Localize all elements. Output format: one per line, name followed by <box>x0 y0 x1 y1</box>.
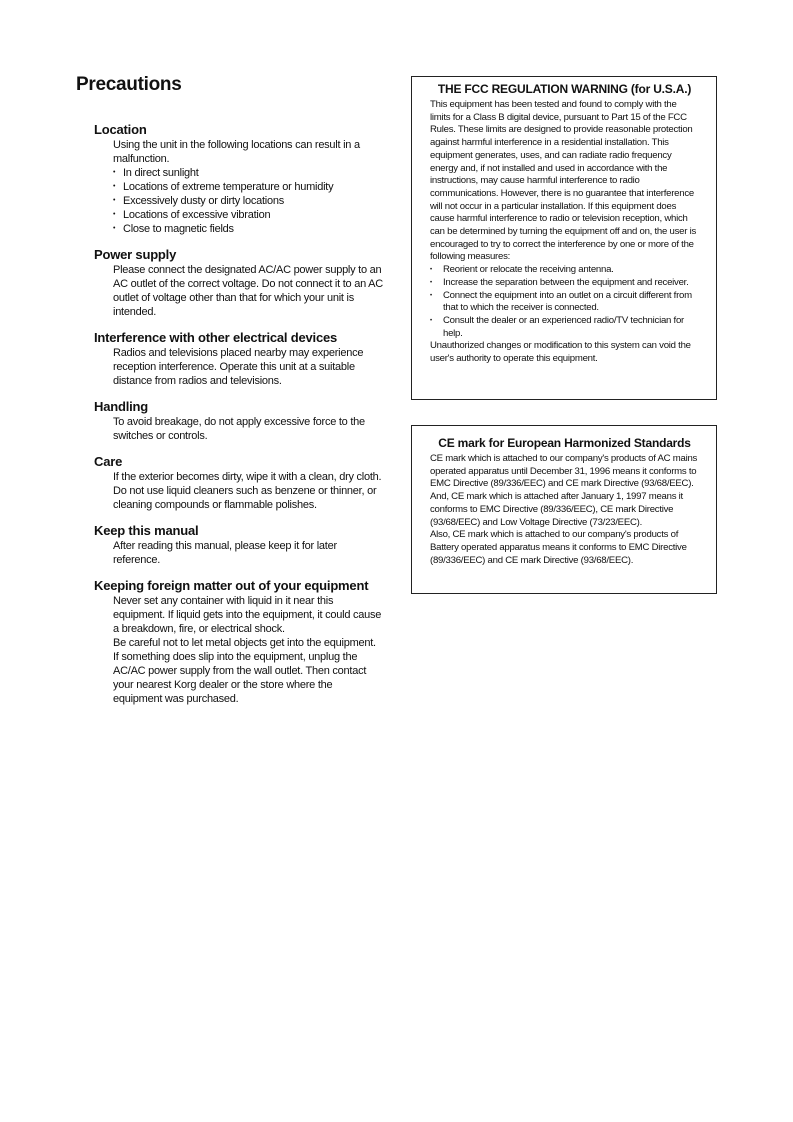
section-title: Care <box>94 454 123 469</box>
section-paragraph: Using the unit in the following locations can result in a malfunction. <box>113 139 360 165</box>
location-list <box>113 166 384 236</box>
list-item: • Reorient or relocate the receiving antenna. <box>430 264 699 277</box>
section-title: Keeping foreign matter out of your equipment <box>94 578 369 593</box>
ce-paragraph: CE mark which is attached to our company's products of AC mains operated apparatus until December 31, 1996 means it conforms to EMC Directive (89/336/EEC) and CE mark Directive (93/68/EEC). And, CE mark which is attached after January 1, 1997 means it conforms to EMC Directive (89/336/EEC), CE mark Directive (93/68/EEC) and Low Voltage Directive (73/23/EEC). <box>430 453 698 528</box>
section-body <box>113 539 384 567</box>
list-item: • Connect the equipment into an outlet on a circuit different from that to which the receiver is connected. <box>430 290 699 315</box>
fcc-footer: Unauthorized changes or modification to this system can void the user's authority to operate this equipment. <box>430 340 691 365</box>
list-item: • Increase the separation between the equipment and receiver. <box>430 277 699 290</box>
fcc-warning-box <box>411 76 717 400</box>
list-item: • Close to magnetic fields <box>113 222 384 236</box>
fcc-box-title: THE FCC REGULATION WARNING (for U.S.A.) <box>437 82 692 96</box>
section-location <box>94 122 384 236</box>
section-title: Power supply <box>94 247 177 262</box>
ce-box-title: CE mark for European Harmonized Standards <box>438 436 691 450</box>
section-foreign-matter <box>94 578 384 706</box>
fcc-intro: This equipment has been tested and found to comply with the limits for a Class B digital device, pursuant to Part 15 of the FCC Rules. These limits are designed to provide reasonable protection against harmful interference in a residential installation. This equipment generates, uses, and can radiate radio frequency energy and, if not installed and used in accordance with the instructions, may cause harmful interference to radio communications. However, there is no guarantee that interference will not occur in a particular installation. If this equipment does cause harmful interference to radio or television reception, which can be determined by turning the equipment off and on, the user is encouraged to try to correct the interference by one or more of the following measures: <box>430 99 696 263</box>
precautions-column <box>94 122 384 717</box>
section-body <box>113 346 384 388</box>
fcc-measures-list <box>430 264 699 340</box>
list-item: • Locations of excessive vibration <box>113 208 384 222</box>
ce-paragraph: Also, CE mark which is attached to our company's products of Battery operated apparatus means it conforms to EMC Directive (89/336/EEC) and CE mark Directive (93/68/EEC). <box>430 529 687 566</box>
section-body <box>113 263 384 319</box>
section-title: Handling <box>94 399 149 414</box>
section-interference <box>94 330 384 388</box>
section-paragraph: Please connect the designated AC/AC power supply to an AC outlet of the correct voltage. Do not connect it to an AC outlet of voltage other than that for which your unit is intended. <box>113 264 383 318</box>
ce-mark-box <box>411 425 717 594</box>
section-paragraph: After reading this manual, please keep it for later reference. <box>113 540 337 566</box>
ce-box-body <box>430 453 699 567</box>
section-title: Interference with other electrical devices <box>94 330 338 345</box>
section-body <box>113 138 384 236</box>
section-care <box>94 454 384 512</box>
fcc-box-body <box>430 99 699 366</box>
section-title: Keep this manual <box>94 523 199 538</box>
section-body <box>113 415 384 443</box>
section-title: Location <box>94 122 147 137</box>
section-paragraph: To avoid breakage, do not apply excessive force to the switches or controls. <box>113 416 365 442</box>
section-handling <box>94 399 384 443</box>
section-paragraph: If the exterior becomes dirty, wipe it with a clean, dry cloth. Do not use liquid cleaners such as benzene or thinner, or cleaning compounds or flammable polishes. <box>113 471 382 511</box>
list-item: • Consult the dealer or an experienced radio/TV technician for help. <box>430 315 699 340</box>
page-title: Precautions <box>76 74 182 95</box>
list-item: • In direct sunlight <box>113 166 384 180</box>
list-item: • Excessively dusty or dirty locations <box>113 194 384 208</box>
section-keep-manual <box>94 523 384 567</box>
section-paragraph: Be careful not to let metal objects get into the equipment. If something does slip into the equipment, unplug the AC/AC power supply from the wall outlet. Then contact your nearest Korg dealer or the store where the equipment was purchased. <box>113 637 376 705</box>
section-paragraph: Never set any container with liquid in it near this equipment. If liquid gets into the equipment, it could cause a breakdown, fire, or electrical shock. <box>113 595 382 635</box>
section-body <box>113 470 384 512</box>
section-body <box>113 594 384 706</box>
list-item: • Locations of extreme temperature or humidity <box>113 180 384 194</box>
section-power-supply <box>94 247 384 319</box>
section-paragraph: Radios and televisions placed nearby may experience reception interference. Operate this unit at a suitable distance from radios and televisions. <box>113 347 364 387</box>
